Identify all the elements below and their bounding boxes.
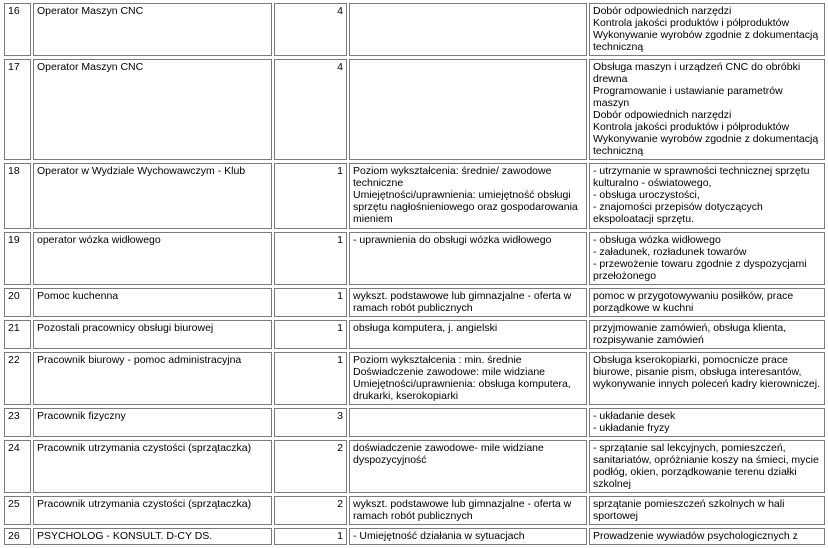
duty-line: - sprzątanie sal lekcyjnych, pomieszczeń, sanitariatów, opróżnianie koszy na śmieci, mycie podłóg, okien, porządkowanie terenu działki szkolnej [593, 442, 819, 490]
duties-cell [589, 163, 825, 229]
duty-line: Wykonywanie wyrobów zgodnie z dokumentacją techniczną [593, 29, 819, 53]
table-row [4, 59, 825, 160]
positions-count-cell: 1 [274, 232, 347, 285]
requirement-line: wykszt. podstawowe lub gimnazjalne - oferta w ramach robót publicznych [353, 498, 572, 522]
duties-cell [589, 352, 825, 405]
job-title-cell: Pracownik utrzymania czystości (sprzątaczka) [33, 496, 272, 525]
positions-count-cell: 3 [274, 408, 347, 437]
duty-line: Dobór odpowiednich narzędzi [593, 5, 732, 17]
table-row [4, 163, 825, 229]
table-row [4, 232, 825, 285]
job-title-cell: PSYCHOLOG - KONSULT. D-CY DS. [33, 528, 272, 545]
duty-line: - przewożenie towaru zgodnie z dyspozycjami przełożonego [593, 258, 807, 282]
row-number-cell: 22 [4, 352, 31, 405]
row-number-cell: 21 [4, 320, 31, 349]
requirements-cell [349, 3, 587, 56]
table-row [4, 496, 825, 525]
positions-count-cell: 2 [274, 440, 347, 493]
duty-line: Prowadzenie wywiadów psychologicznych z [593, 530, 798, 542]
duty-line: - załadunek, rozładunek towarów [593, 246, 747, 258]
duty-line: Wykonywanie wyrobów zgodnie z dokumentacją techniczną [593, 133, 819, 157]
job-title-cell: Pracownik biurowy - pomoc administracyjna [33, 352, 272, 405]
row-number-cell: 24 [4, 440, 31, 493]
table-row [4, 320, 825, 349]
table-row [4, 528, 825, 545]
requirements-cell [349, 288, 587, 317]
duty-line: Obsługa kserokopiarki, pomocnicze prace biurowe, pisanie pism, obsługa interesantów, wykonywanie innych poleceń kadry kierowniczej. [593, 354, 821, 390]
job-title-cell: Operator Maszyn CNC [33, 59, 272, 160]
positions-count-cell: 4 [274, 59, 347, 160]
requirement-line: - uprawnienia do obsługi wózka widłowego [353, 234, 552, 246]
duty-line: Obsługa maszyn i urządzeń CNC do obróbki drewna [593, 61, 801, 85]
table-row [4, 408, 825, 437]
requirement-line: obsługa komputera, j. angielski [353, 322, 498, 334]
positions-count-cell: 1 [274, 163, 347, 229]
requirement-line: wykszt. podstawowe lub gimnazjalne - oferta w ramach robót publicznych [353, 290, 572, 314]
duties-cell [589, 528, 825, 545]
duty-line: - utrzymanie w sprawności technicznej sprzętu kulturalno - oświatowego, [593, 165, 810, 189]
requirements-cell [349, 440, 587, 493]
duty-line: - układanie fryzy [593, 422, 670, 434]
requirement-line: Umiejętności/uprawnienia: umiejętność obsługi sprzętu nagłośnieniowego oraz gospodarowania mieniem [353, 189, 578, 225]
duties-cell [589, 288, 825, 317]
duty-line: Kontrola jakości produktów i półproduktów [593, 121, 790, 133]
duties-cell [589, 496, 825, 525]
duty-line: - obsługa uroczystości, [593, 189, 700, 201]
row-number-cell: 17 [4, 59, 31, 160]
row-number-cell: 20 [4, 288, 31, 317]
duty-line: sprzątanie pomieszczeń szkolnych w hali sportowej [593, 498, 785, 522]
duty-line: przyjmowanie zamówień, obsługa klienta, rozpisywanie zamówień [593, 322, 787, 346]
positions-count-cell: 4 [274, 3, 347, 56]
positions-count-cell: 1 [274, 288, 347, 317]
row-number-cell: 18 [4, 163, 31, 229]
table-row [4, 288, 825, 317]
positions-count-cell: 2 [274, 496, 347, 525]
requirement-line: Poziom wykształcenia : min. średnie [353, 354, 522, 366]
requirement-line: Umiejętności/uprawnienia: obsługa komputera, drukarki, kserokopiarki [353, 378, 571, 402]
duty-line: - znajomości przepisów dotyczących ekspoloatacji sprzętu. [593, 201, 763, 225]
duty-line: pomoc w przygotowywaniu posiłków, prace porządkowe w kuchni [593, 290, 794, 314]
requirements-cell [349, 528, 587, 545]
job-title-cell: Operator Maszyn CNC [33, 3, 272, 56]
table-row [4, 3, 825, 56]
requirements-cell [349, 320, 587, 349]
job-offers-table [2, 0, 827, 548]
duties-cell [589, 440, 825, 493]
job-title-cell: Pracownik fizyczny [33, 408, 272, 437]
row-number-cell: 25 [4, 496, 31, 525]
duties-cell [589, 232, 825, 285]
positions-count-cell: 1 [274, 352, 347, 405]
duty-line: Programowanie i ustawianie parametrów maszyn [593, 85, 783, 109]
row-number-cell: 23 [4, 408, 31, 437]
job-title-cell: operator wózka widłowego [33, 232, 272, 285]
job-title-cell: Pomoc kuchenna [33, 288, 272, 317]
duty-line: Dobór odpowiednich narzędzi [593, 109, 732, 121]
table-body [4, 3, 825, 545]
table-row [4, 352, 825, 405]
requirements-cell [349, 163, 587, 229]
duties-cell [589, 408, 825, 437]
positions-count-cell: 1 [274, 320, 347, 349]
positions-count-cell: 1 [274, 528, 347, 545]
requirement-line: doświadczenie zawodowe- mile widziane dyspozycyjność [353, 442, 544, 466]
job-title-cell: Pracownik utrzymania czystości (sprzątaczka) [33, 440, 272, 493]
requirements-cell [349, 408, 587, 437]
row-number-cell: 26 [4, 528, 31, 545]
requirement-line: Doświadczenie zawodowe: mile widziane [353, 366, 546, 378]
job-title-cell: Operator w Wydziale Wychowawczym - Klub [33, 163, 272, 229]
duties-cell [589, 320, 825, 349]
requirements-cell [349, 496, 587, 525]
duties-cell [589, 59, 825, 160]
requirement-line: Poziom wykształcenia: średnie/ zawodowe techniczne [353, 165, 552, 189]
job-title-cell: Pozostali pracownicy obsługi biurowej [33, 320, 272, 349]
table-row [4, 440, 825, 493]
requirements-cell [349, 59, 587, 160]
requirements-cell [349, 232, 587, 285]
duties-cell [589, 3, 825, 56]
duty-line: - układanie desek [593, 410, 676, 422]
row-number-cell: 19 [4, 232, 31, 285]
row-number-cell: 16 [4, 3, 31, 56]
requirements-cell [349, 352, 587, 405]
requirement-line: - Umiejętność działania w sytuacjach [353, 530, 525, 542]
duty-line: Kontrola jakości produktów i półproduktów [593, 17, 790, 29]
duty-line: - obsługa wózka widłowego [593, 234, 721, 246]
